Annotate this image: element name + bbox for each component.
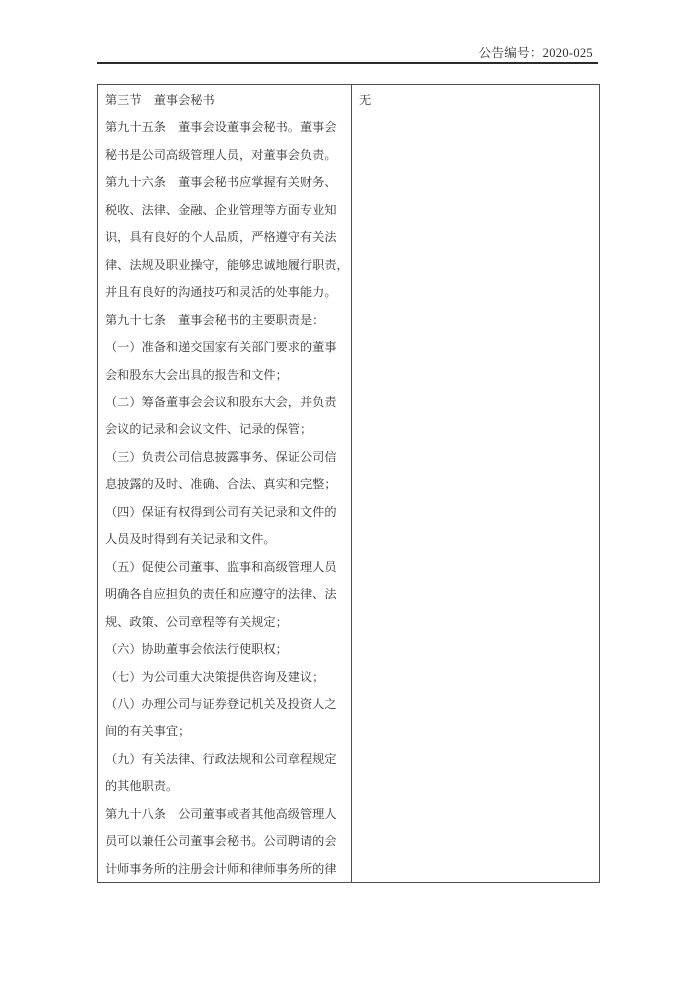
text-line: 并且有良好的沟通技巧和灵活的处事能力。 — [105, 285, 337, 300]
remark-text: 无 — [359, 93, 372, 107]
text-line: 税收、法律、金融、企业管理等方面专业知 — [105, 202, 337, 217]
text-line: （七）为公司重大决策提供咨询及建议； — [105, 669, 325, 684]
text-line: （六）协助董事会依法行使职权； — [105, 642, 288, 657]
text-line: 第九十八条 公司董事或者其他高级管理人 — [105, 806, 337, 821]
text-line: 明确各自应担负的责任和应遵守的法律、法 — [105, 587, 337, 602]
announcement-number: 公告编号：2020-025 — [478, 46, 593, 60]
text-line: 识，具有良好的个人品质，严格遵守有关法 — [105, 230, 337, 245]
content-table — [97, 84, 600, 883]
text-line: 会和股东大会出具的报告和文件； — [105, 367, 288, 382]
text-line: （一）准备和递交国家有关部门要求的董事 — [105, 340, 337, 355]
text-line: 第九十七条 董事会秘书的主要职责是： — [105, 312, 325, 327]
text-line: 秘书是公司高级管理人员，对董事会负责。 — [105, 147, 337, 162]
text-line: 息披露的及时、准确、合法、真实和完整； — [105, 477, 337, 492]
header-rule — [97, 62, 598, 64]
text-line: 人员及时得到有关记录和文件。 — [105, 532, 276, 547]
text-line: 员可以兼任公司董事会秘书。公司聘请的会 — [105, 834, 337, 849]
text-line: 第九十五条 董事会设董事会秘书。董事会 — [105, 120, 337, 135]
text-line: 第九十六条 董事会秘书应掌握有关财务、 — [105, 175, 337, 190]
text-line: （五）促使公司董事、监事和高级管理人员 — [105, 559, 337, 574]
text-line: （二）筹备董事会会议和股东大会，并负责 — [105, 394, 337, 409]
text-line: （八）办理公司与证券登记机关及投资人之 — [105, 696, 337, 711]
table-cell-remark — [352, 85, 599, 882]
text-line: （三）负责公司信息披露事务、保证公司信 — [105, 449, 337, 464]
text-line: 规、政策、公司章程等有关规定； — [105, 614, 288, 629]
text-line: 会议的记录和会议文件、记录的保管； — [105, 422, 313, 437]
text-line: 律、法规及职业操守，能够忠诚地履行职责， — [105, 257, 349, 272]
text-line: 间的有关事宜； — [105, 724, 191, 739]
text-line: 的其他职责。 — [105, 779, 179, 794]
text-line: 第三节 董事会秘书 — [105, 93, 215, 107]
table-cell-articles — [98, 85, 352, 882]
text-line: （九）有关法律、行政法规和公司章程规定 — [105, 751, 337, 766]
text-line: 计师事务所的注册会计师和律师事务所的律 — [105, 861, 337, 876]
text-line: （四）保证有权得到公司有关记录和文件的 — [105, 504, 337, 519]
